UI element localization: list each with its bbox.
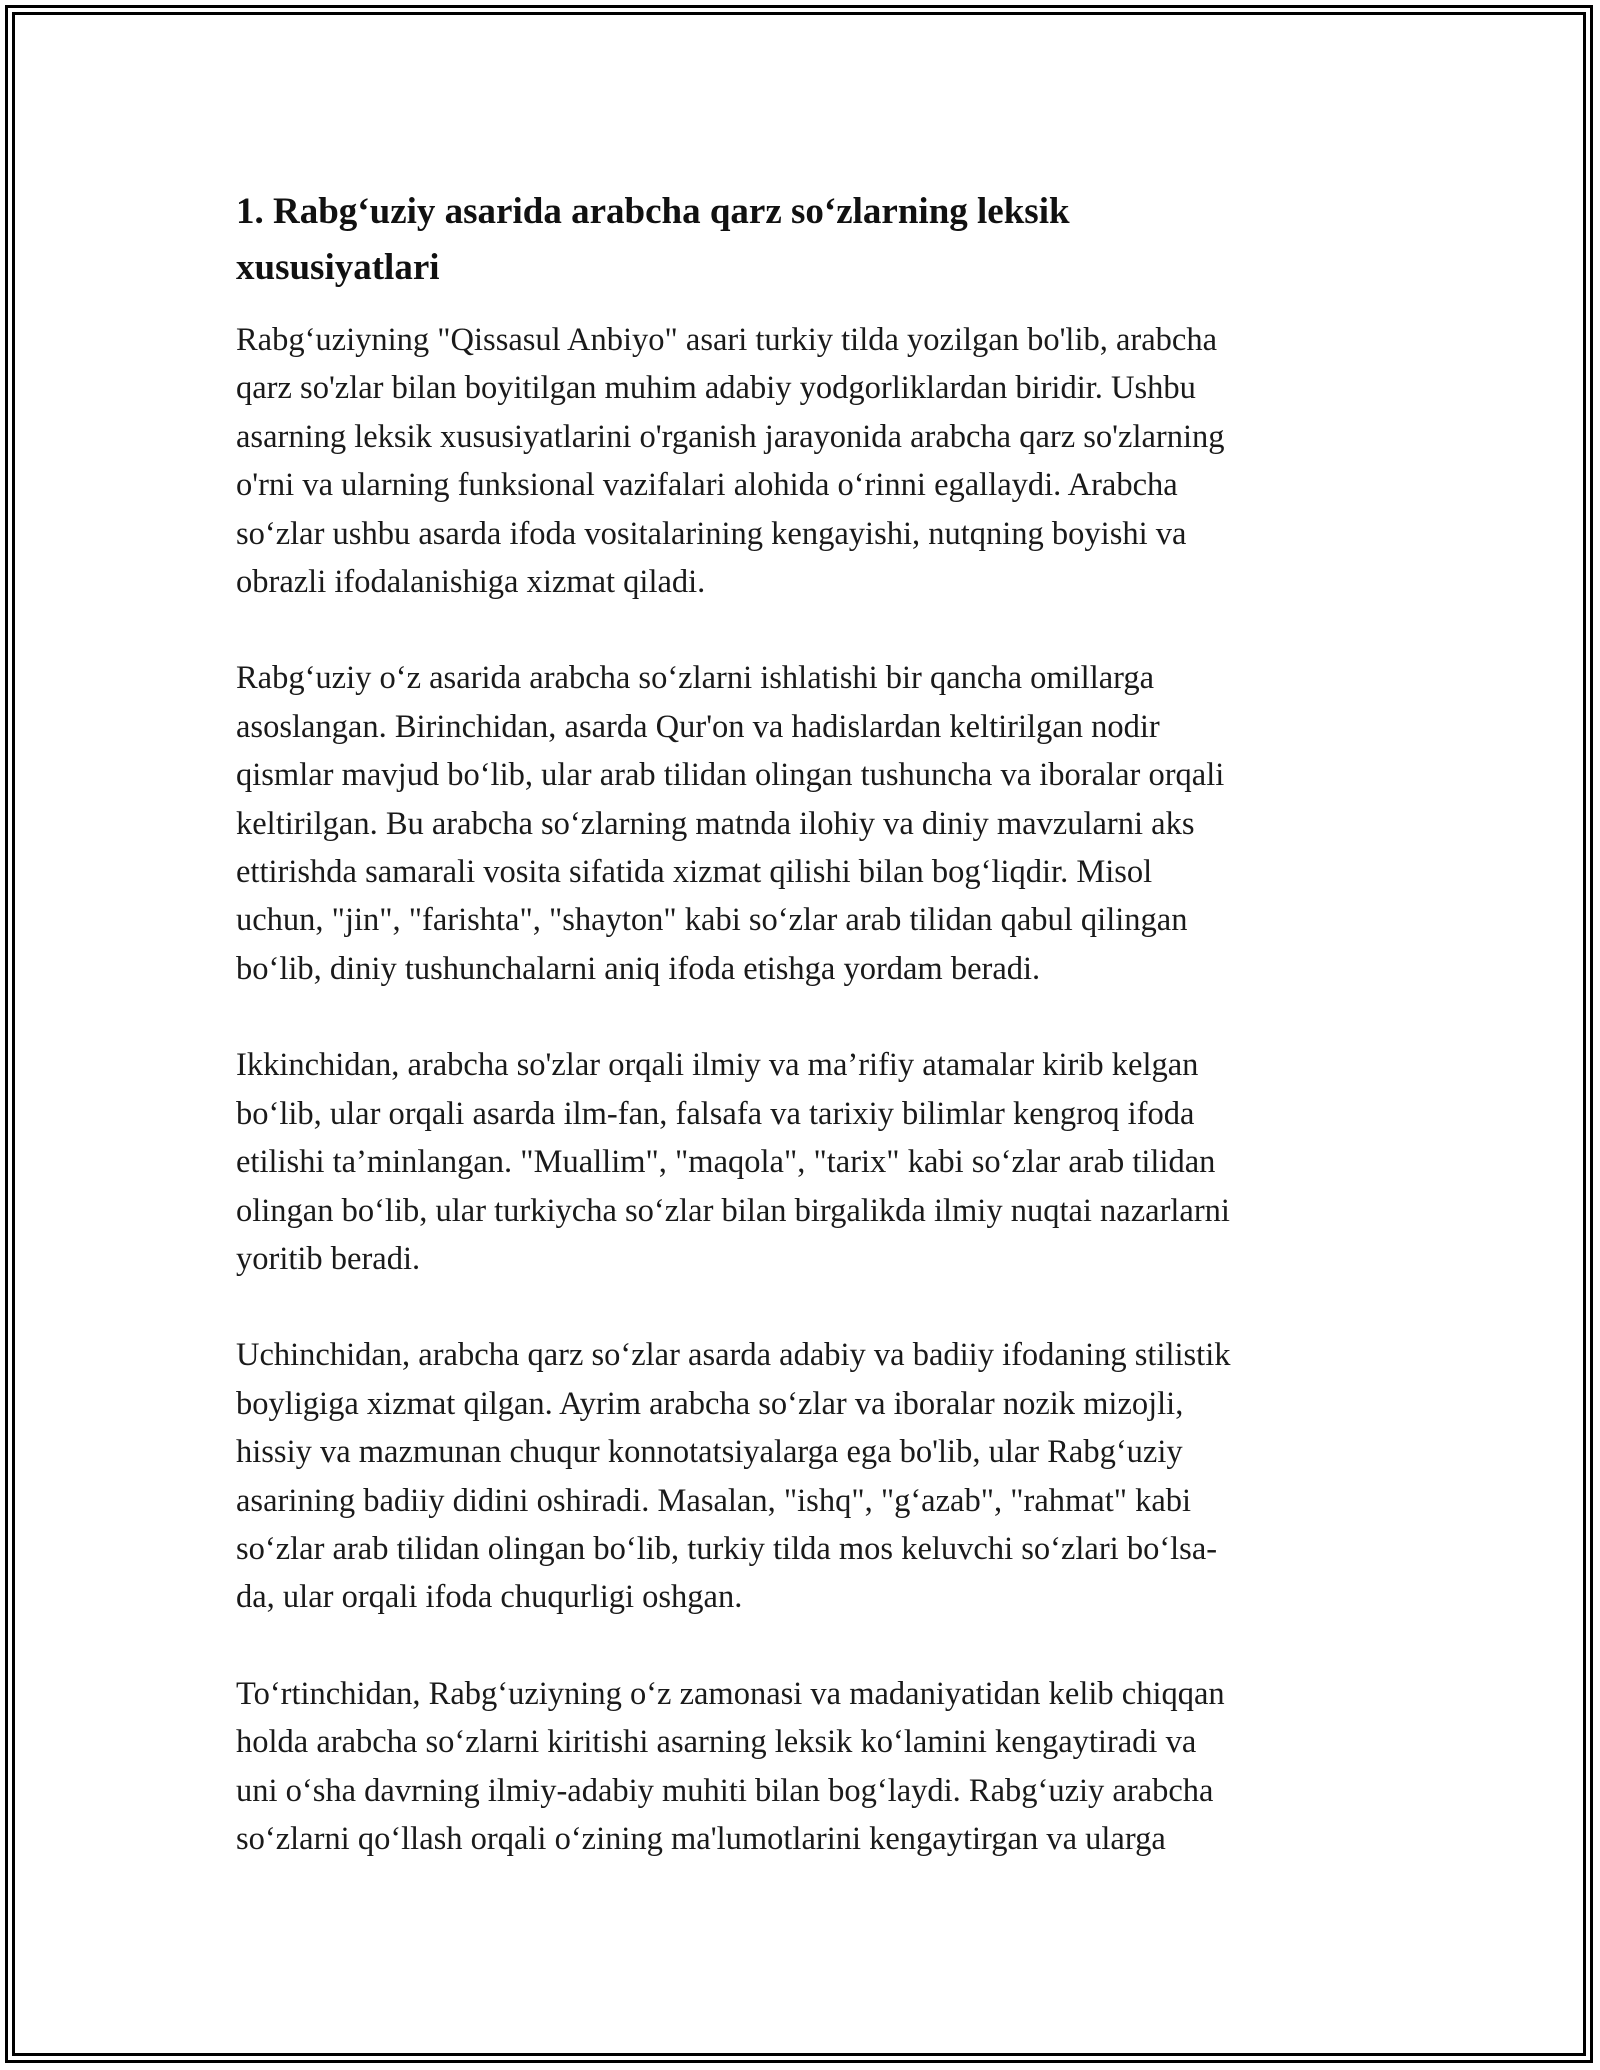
text-line: Rabg‘uziyning "Qissasul Anbiyo" asari turkiy tilda yozilgan bo'lib, arabcha — [236, 322, 1218, 358]
text-line: yoritib beradi. — [236, 1240, 421, 1277]
text-line: Rabg‘uziy o‘z asarida arabcha so‘zlarni ishlatishi bir qancha omillarga — [236, 660, 1155, 697]
text-line: Ikkinchidan, arabcha so'zlar orqali ilmiy va ma’rifiy atamalar kirib kelgan — [236, 1047, 1199, 1084]
paragraph-1 — [236, 316, 1386, 606]
paragraph-5 — [236, 1670, 1386, 1864]
paragraph-3 — [236, 1041, 1386, 1283]
text-line: asarining badiiy didini oshiradi. Masalan, "ishq", "g‘azab", "rahmat" kabi — [236, 1482, 1192, 1519]
text-line: hissiy va mazmunan chuqur konnotatsiyalarga ega bo'lib, ular Rabg‘uziy — [236, 1434, 1183, 1471]
text-line: obrazli ifodalanishiga xizmat qiladi. — [236, 564, 706, 601]
text-line: bo‘lib, diniy tushunchalarni aniq ifoda etishga yordam beradi. — [236, 950, 1041, 987]
text-line: qismlar mavjud bo‘lib, ular arab tilidan olingan tushuncha va iboralar orqali — [236, 757, 1225, 794]
text-line: olingan bo‘lib, ular turkiycha so‘zlar bilan birgalikda ilmiy nuqtai nazarlarni — [236, 1192, 1230, 1229]
paragraph-4 — [236, 1331, 1386, 1621]
text-line: holda arabcha so‘zlarni kiritishi asarning leksik ko‘lamini kengaytiradi va — [236, 1724, 1197, 1761]
section-heading — [236, 184, 1386, 296]
text-line: asarning leksik xususiyatlarini o'rganish jarayonida arabcha qarz so'zlarning — [236, 418, 1225, 455]
text-line: uchun, "jin", "farishta", "shayton" kabi so‘zlar arab tilidan qabul qilingan — [236, 902, 1188, 939]
text-line: etilishi ta’minlangan. "Muallim", "maqola", "tarix" kabi so‘zlar arab tilidan — [236, 1144, 1216, 1181]
text-line: ettirishda samarali vosita sifatida xizmat qilishi bilan bog‘liqdir. Misol — [236, 854, 1153, 891]
text-line: o'rni va ularning funksional vazifalari alohida o‘rinni egallaydi. Arabcha — [236, 467, 1178, 504]
text-line: qarz so'zlar bilan boyitilgan muhim adabiy yodgorliklardan biridir. Ushbu — [236, 370, 1196, 407]
paragraph-2 — [236, 654, 1386, 993]
text-line: da, ular orqali ifoda chuqurligi oshgan. — [236, 1579, 743, 1616]
text-line: so‘zlar arab tilidan olingan bo‘lib, turkiy tilda mos keluvchi so‘zlari bo‘lsa- — [236, 1530, 1218, 1567]
document-body — [236, 184, 1386, 1911]
text-line: Uchinchidan, arabcha qarz so‘zlar asarda adabiy va badiiy ifodaning stilistik — [236, 1337, 1231, 1374]
text-line: keltirilgan. Bu arabcha so‘zlarning matnda ilohiy va diniy mavzularni aks — [236, 805, 1195, 842]
text-line: uni o‘sha davrning ilmiy-adabiy muhiti bilan bog‘laydi. Rabg‘uziy arabcha — [236, 1772, 1214, 1809]
heading-line: 1. Rabg‘uziy asarida arabcha qarz so‘zlarning leksik — [236, 191, 1070, 232]
heading-line: xususiyatlari — [236, 247, 440, 288]
text-line: To‘rtinchidan, Rabg‘uziyning o‘z zamonasi va madaniyatidan kelib chiqqan — [236, 1675, 1225, 1712]
text-line: bo‘lib, ular orqali asarda ilm-fan, falsafa va tarixiy bilimlar kengroq ifoda — [236, 1095, 1195, 1132]
text-line: asoslangan. Birinchidan, asarda Qur'on va hadislardan keltirilgan nodir — [236, 708, 1160, 745]
text-line: so‘zlar ushbu asarda ifoda vositalarining kengayishi, nutqning boyishi va — [236, 515, 1187, 552]
text-line: so‘zlarni qo‘llash orqali o‘zining ma'lumotlarini kengaytirgan va ularga — [236, 1820, 1166, 1857]
text-line: boyligiga xizmat qilgan. Ayrim arabcha so‘zlar va iboralar nozik mizojli, — [236, 1385, 1184, 1422]
